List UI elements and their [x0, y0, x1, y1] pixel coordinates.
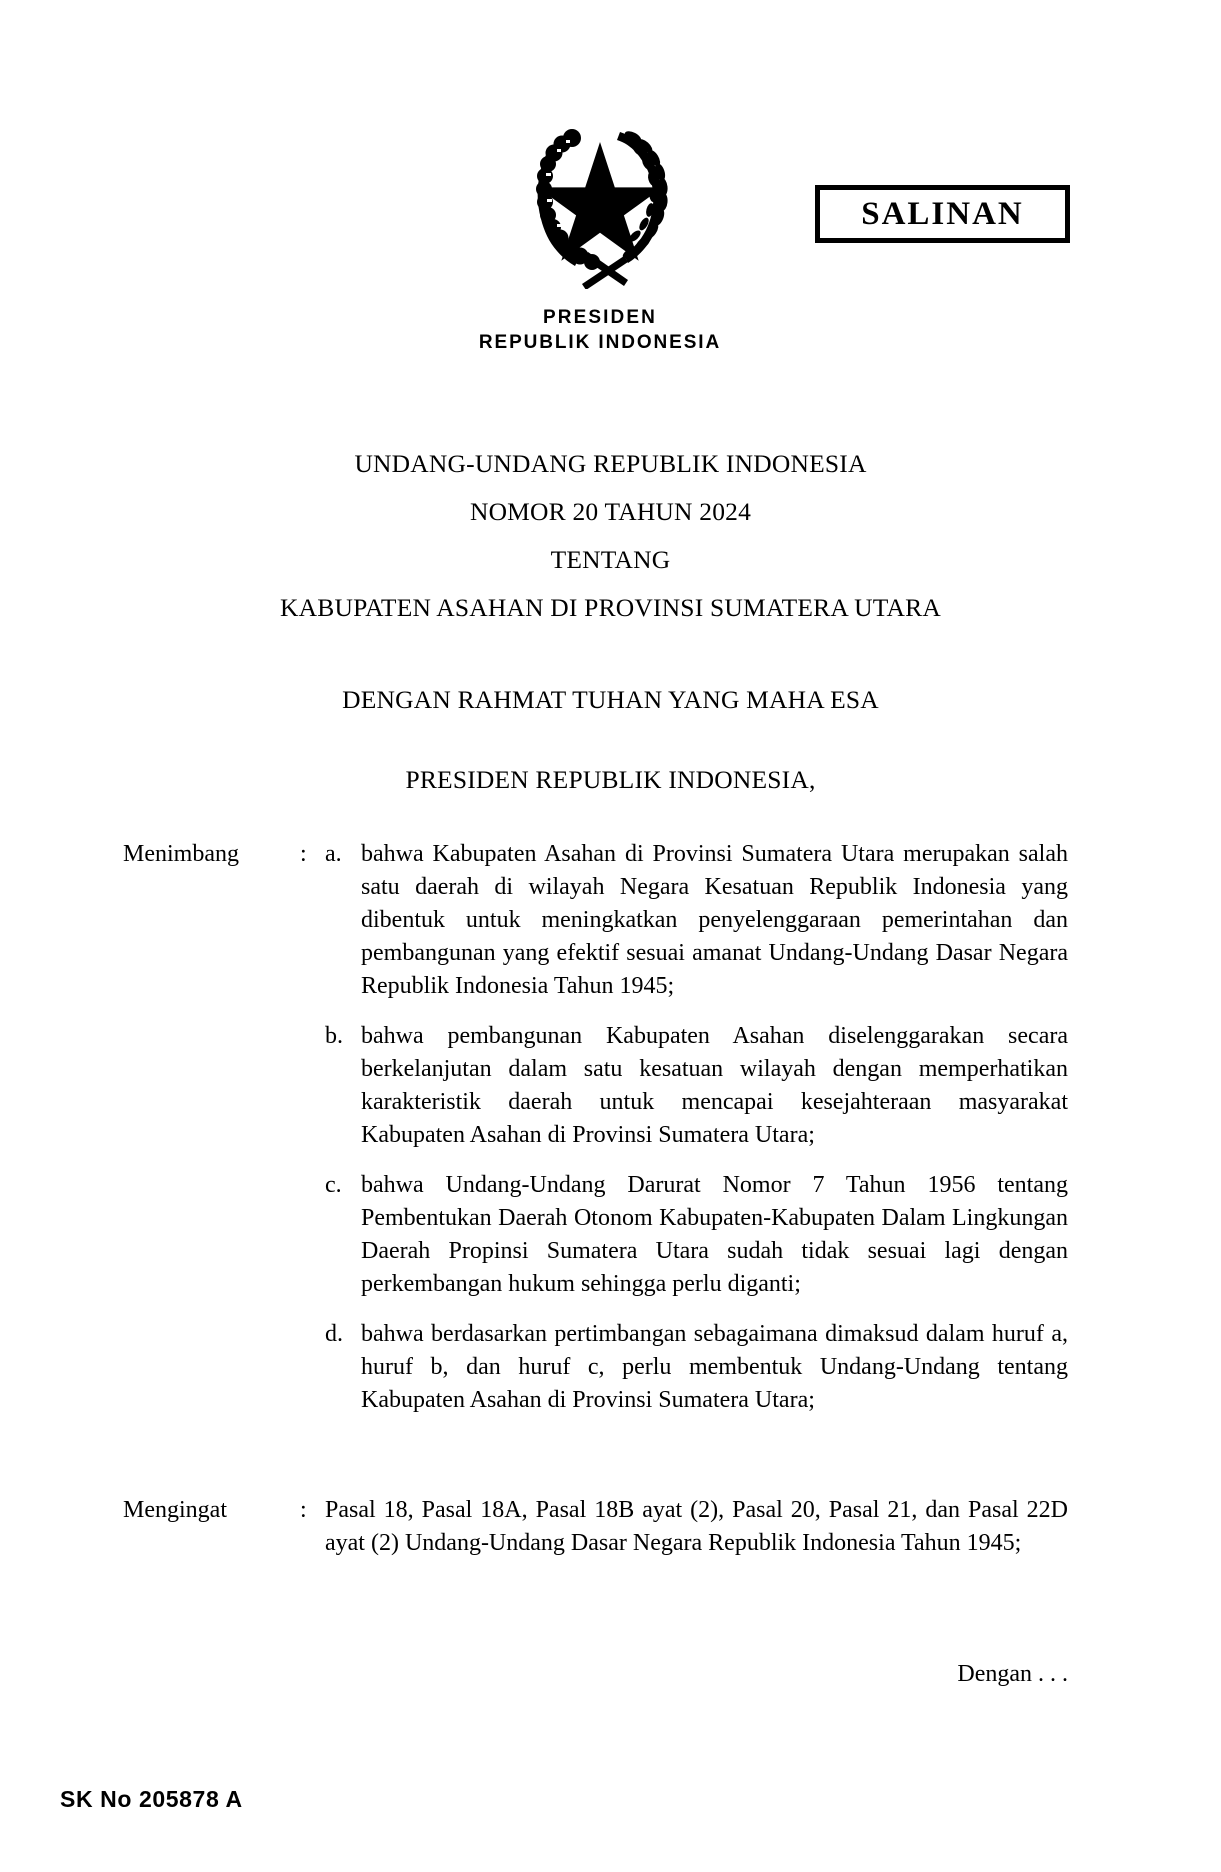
menimbang-item-text: bahwa pembangunan Kabupaten Asahan diselenggarakan secara berkelanjutan dalam satu kesatuan wilayah dengan memperhatikan karakteristik daerah untuk mencapai kesejahteraan masyarakat Kabupaten Asahan di Provinsi Sumatera Utara;: [361, 1023, 1068, 1148]
document-title-block: [0, 440, 1221, 632]
mengingat-colon: :: [300, 1497, 307, 1523]
menimbang-item-text: bahwa berdasarkan pertimbangan sebagaimana dimaksud dalam huruf a, huruf b, dan huruf c, perlu membentuk Undang-Undang tentang Kabupaten Asahan di Provinsi Sumatera Utara;: [361, 1321, 1068, 1413]
menimbang-item-marker: c.: [325, 1172, 342, 1198]
document-header: [0, 0, 1221, 370]
menimbang-item-text: bahwa Undang-Undang Darurat Nomor 7 Tahun 1956 tentang Pembentukan Daerah Otonom Kabupaten-Kabupaten Dalam Lingkungan Daerah Propinsi Sumatera Utara sudah tidak sesuai lagi dengan perkembangan hukum sehingga perlu diganti;: [361, 1172, 1068, 1297]
document-preamble-block: [0, 660, 1221, 820]
mengingat-label: Mengingat: [123, 1497, 227, 1523]
menimbang-item: [325, 1020, 1068, 1152]
salinan-stamp: [815, 185, 1070, 243]
salinan-stamp-label: SALINAN: [861, 195, 1024, 232]
preamble-line-rahmat-tuhan: DENGAN RAHMAT TUHAN YANG MAHA ESA: [342, 685, 879, 714]
page-continuation-marker: Dengan . . .: [957, 1661, 1068, 1687]
menimbang-item: [325, 1318, 1068, 1417]
menimbang-label: Menimbang: [123, 841, 239, 867]
menimbang-colon: :: [300, 841, 307, 867]
menimbang-item-text: bahwa Kabupaten Asahan di Provinsi Sumatera Utara merupakan salah satu daerah di wilayah Negara Kesatuan Republik Indonesia yang dibentuk untuk meningkatkan penyelenggaraan pemerintahan dan pembangunan yang efektif sesuai amanat Undang-Undang Dasar Negara Republik Indonesia Tahun 1945;: [361, 841, 1068, 999]
title-line-undang-undang: UNDANG-UNDANG REPUBLIK INDONESIA: [354, 449, 867, 478]
heading-line-republik-indonesia: REPUBLIK INDONESIA: [478, 332, 722, 353]
menimbang-item-marker: b.: [325, 1023, 343, 1049]
sk-document-number: SK No 205878 A: [60, 1786, 243, 1812]
preamble-line-presiden: PRESIDEN REPUBLIK INDONESIA,: [405, 765, 816, 794]
heading-line-presiden: PRESIDEN: [543, 307, 657, 328]
menimbang-item: [325, 1169, 1068, 1301]
menimbang-item-marker: d.: [325, 1321, 343, 1347]
menimbang-item-marker: a.: [325, 841, 342, 867]
presidential-star-wreath-emblem: [500, 104, 700, 289]
title-line-nomor-tahun: NOMOR 20 TAHUN 2024: [469, 497, 752, 526]
title-line-tentang: TENTANG: [550, 545, 671, 574]
menimbang-items: [325, 838, 1068, 1417]
menimbang-item: [325, 838, 1068, 1003]
presiden-republik-indonesia-heading: [420, 305, 780, 355]
mengingat-text: Pasal 18, Pasal 18A, Pasal 18B ayat (2), Pasal 20, Pasal 21, dan Pasal 22D ayat (2) Undang-Undang Dasar Negara Republik Indonesia Tahun 1945;: [325, 1497, 1068, 1556]
title-line-subject: KABUPATEN ASAHAN DI PROVINSI SUMATERA UTARA: [280, 593, 941, 622]
mengingat-items: [325, 1494, 1068, 1560]
